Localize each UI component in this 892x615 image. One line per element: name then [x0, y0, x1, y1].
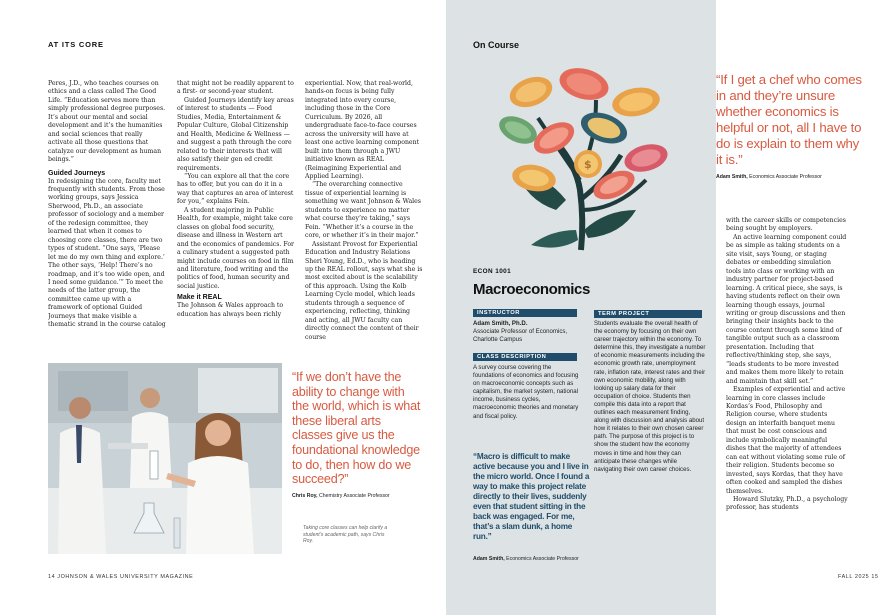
- paragraph: with the career skills or competencies being sought by employers.: [726, 217, 846, 233]
- macro-quote: “Macro is difficult to make active because you and I live in the micro world. Once I found a way to make this project relate directly to their lives, suddenly even that student sitting in the back was engaged. For me, that’s a slam dunk, a home run.”: [473, 452, 590, 542]
- pull-quote-text: “If I get a chef who comes in and they’re unsure whether economics is helpful or not, all I have to do is explain to them why it is.”: [716, 72, 862, 167]
- subheading-guided-journeys: Guided Journeys: [48, 169, 106, 177]
- attribution-title: Economics Associate Professor: [749, 174, 822, 180]
- pull-quote-attribution: [292, 493, 422, 499]
- paragraph: Examples of experiential and active learning in core classes include Kordas’s Food, Philosophy and Religion course, where students design an interfaith banquet menu that must be cost conscious and include symbolically meaningful dishes that the majority of attendees can eat without violating some rule of their religion. Students become so invested, says Kordas, that they have often cooked and sampled the dishes themselves.: [726, 386, 846, 495]
- instructor-name: Adam Smith, Ph.D.: [473, 320, 528, 327]
- paragraph: An active learning component could be as simple as taking students on a site visit, says Young, or staging debates or embedding simulation tools into class or working with an industry partner for project-based learning. A critical piece, she says, is having students reflect on their own learning though essays, journal writing or group discussions and then bringing their insights back to the course content through some kind of tangible output such as a classroom presentation. Including that reflective/thinking step, she says, “leads students to be more invested and makes them more likely to retain and maintain that skill set.”: [726, 233, 847, 385]
- section-label: AT ITS CORE: [48, 40, 104, 49]
- instructor-title: Associate Professor of Economics, Charlotte Campus: [473, 328, 568, 344]
- lab-photo: [48, 363, 282, 554]
- attribution-title: Chemistry Associate Professor: [319, 492, 390, 499]
- attribution-name: Chris Roy,: [292, 492, 318, 499]
- paragraph: A student majoring in Public Health, for example, might take core classes on global food security, disease and illness in Western art and the economics of pandemics. For a culinary student a suggested path might include courses on food in film and literature, food writing and the politics of food, human security and social justice.: [177, 206, 295, 290]
- macro-quote-attribution: [473, 556, 579, 562]
- course-panel: [446, 0, 716, 615]
- paragraph: Howard Slutzky, Ph.D., a psychology professor, has students: [726, 495, 848, 512]
- paragraph: Peres, J.D., who teaches courses on ethics and a class called The Good Life. “Education serves more than simply professional degree purposes. It’s about our mental and social development and it’s the humanities and social sciences that really activate all those questions that catalyze our development as human beings.”: [48, 80, 166, 164]
- text-column-1: [48, 80, 166, 355]
- paragraph: Guided Journeys identify key areas of interest to students — Food Studies, Media, Entertainment & Popular Culture, Global Citizenship and Health, Medicine & Wellness — and suggest a path through the core related to their interests that will also satisfy their gen ed credit requirements.: [177, 96, 294, 172]
- course-code: ECON 1001: [473, 268, 512, 275]
- dollar-sign-icon: $: [584, 158, 592, 171]
- term-project-bar: TERM PROJECT: [594, 310, 702, 318]
- paragraph: In redesigning the core, faculty met frequently with students. From those working groups, says Jessica Sherwood, Ph.D., an associate professor of sociology and a member of the redesign committee, they learned that when it comes to choosing core classes, there are two types of student. “One says, ‘Please let me do my own thing and explore.’ The other says, ‘Help! There’s no roadmap, and it’s too wide open, and I need some guidance.’” To meet the needs of the latter group, the committee came up with a framework of optional Guided Journeys that make visible a thematic strand in the course catalog: [48, 177, 166, 329]
- pull-quote: [292, 370, 422, 499]
- pull-quote: [716, 72, 866, 180]
- subheading-make-it-real: Make it REAL: [177, 294, 222, 302]
- paragraph: Assistant Provost for Experiential Education and Industry Relations Sheri Young, Ed.D., who is heading up the REAL rollout, says what she is most excited about is the scalability of this approach. Using the Kolb Learning Cycle model, which leads students through a sequence of experiencing, reflecting, thinking and acting, all JWU faculty can directly connect the content of their course: [305, 240, 423, 341]
- attribution-name: Adam Smith,: [473, 556, 505, 562]
- term-project-text: Students evaluate the overall health of the economy by focusing on their own career trajectory within the economy. To determine this, they investigate a number of economic measurements including the economic growth rate, unemployment rate, inflation rate, interest rates and their own economic mobility, along with looking up salary data for their occupation of choice. Students then compile this data into a report that outlines each measurement finding, along with discussion and analysis about how it relates to their own chosen career path. The purpose of this project is to show the student how the economy moves in time and how they can anticipate these changes while navigating their own career choices.: [594, 320, 706, 473]
- attribution-title: Economics Associate Professor: [506, 556, 579, 562]
- folio-right: FALL 2025 15: [838, 574, 879, 580]
- text-column-3: [305, 80, 423, 355]
- class-description-bar: CLASS DESCRIPTION: [473, 353, 577, 361]
- folio-left: 14 JOHNSON & WALES UNIVERSITY MAGAZINE: [48, 574, 194, 580]
- pull-quote-attribution: [716, 174, 866, 180]
- section-label: On Course: [473, 40, 520, 50]
- course-name: Macroeconomics: [473, 281, 590, 298]
- text-column-4: [726, 217, 848, 562]
- paragraph: The Johnson & Wales approach to education has always been richly: [177, 302, 284, 318]
- paragraph: experiential. Now, that real-world, hands-on focus is being fully integrated into every course, including those in the Core Curriculum. By 2026, all undergraduate face-to-face courses across the university will have at least one active learning component built into them through a JWU initiative known as REAL (Reimagining Experiential and Applied Learning).: [305, 80, 420, 180]
- coin-tree-illustration: [496, 60, 671, 255]
- photo-caption: Taking core classes can help clarify a student’s academic path, says Chris Roy.: [303, 525, 388, 545]
- paragraph: “You can explore all that the core has to offer, but you can do it in a way that captures an area of interest for you,” explains Fein.: [177, 172, 294, 206]
- lab-photo-illustration: [48, 363, 282, 554]
- text-column-2: [177, 80, 295, 355]
- instructor-bar: INSTRUCTOR: [473, 309, 577, 317]
- class-description-text: A survey course covering the foundations of economics and focusing on macroeconomic concepts such as capitalism, the market system, national income, business cycles, macroeconomic theories and monetary and fiscal policy.: [473, 364, 579, 420]
- attribution-name: Adam Smith,: [716, 174, 748, 180]
- pull-quote-text: “If we don’t have the ability to change with the world, which is what these liberal arts classes give us the foundational knowledge to do, then how do we succeed?”: [292, 370, 421, 487]
- paragraph: that might not be readily apparent to a first- or second-year student.: [177, 80, 294, 96]
- instructor-info: [473, 320, 579, 344]
- right-page: [446, 0, 892, 615]
- paragraph: “The overarching connective tissue of experiential learning is something we want Johnson & Wales students to experience no matter what course they’re taking,” says Fein. “Whether it’s a course in the core, or whether it’s in their major.”: [305, 181, 421, 240]
